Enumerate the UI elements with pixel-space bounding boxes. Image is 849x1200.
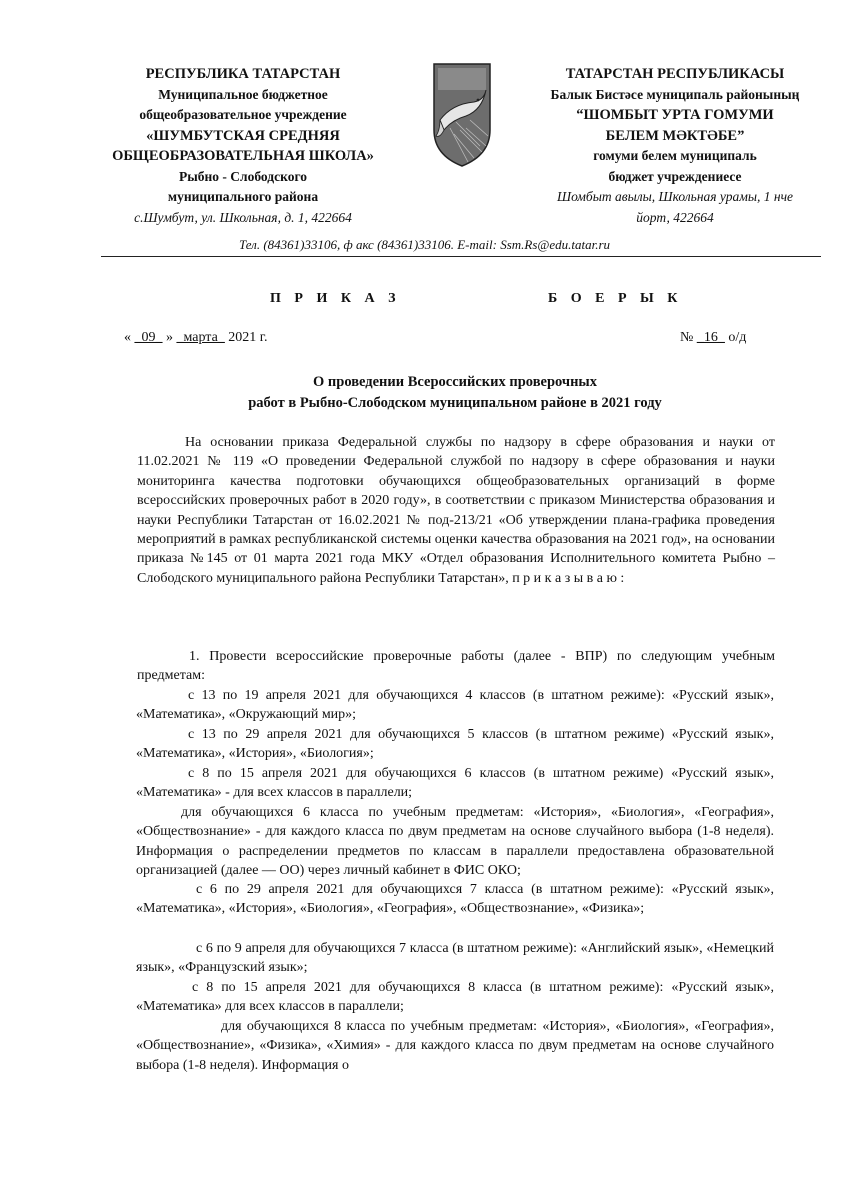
header-right-republic: ТАТАРСТАН РЕСПУБЛИКАСЫ bbox=[565, 66, 785, 82]
order-number bbox=[680, 330, 746, 346]
header-right-line2: Балык Бистәсе муниципаль районының bbox=[550, 86, 800, 102]
title-prikaz: П Р И К А З bbox=[270, 291, 401, 306]
item-1-paragraph: 1. Провести всероссийские проверочные работы (далее - ВПР) по следующим учебным предметам: bbox=[137, 649, 775, 684]
number-prefix: № bbox=[680, 330, 697, 345]
header-left-russian bbox=[78, 64, 408, 228]
header-right-line5: гомуми белем муниципаль bbox=[593, 148, 757, 163]
header-left-address: с.Шумбут, ул. Школьная, д. 1, 422664 bbox=[134, 209, 352, 225]
grade-4-paragraph: с 13 по 19 апреля 2021 для обучающихся 4 классов (в штатном режиме): «Русский язык», «Математика», «Окружающий мир»; bbox=[136, 688, 774, 723]
order-date bbox=[124, 330, 267, 346]
date-year: 2021 г. bbox=[224, 330, 268, 345]
fish-coat-of-arms-icon bbox=[430, 60, 494, 170]
grade-5-paragraph: с 13 по 29 апреля 2021 для обучающихся 5 классов (в штатном режиме) «Русский язык», «Математика», «История», «Биология»; bbox=[136, 727, 774, 762]
header-left-line7: муниципального района bbox=[167, 189, 319, 204]
header-right-line6: бюджет учреждениесе bbox=[608, 168, 742, 184]
header-right-tatar bbox=[520, 64, 830, 228]
header-left-line2: Муниципальное бюджетное bbox=[158, 86, 328, 102]
header-left-republic: РЕСПУБЛИКА ТАТАРСТАН bbox=[145, 66, 341, 82]
title-boeryk: Б О Е Р Ы К bbox=[548, 291, 683, 306]
contacts-phone-fax: Тел. (84361)33106, ф акс (84361)33106. E-mail: bbox=[238, 237, 501, 252]
header-left-school-name1: «ШУМБУТСКАЯ СРЕДНЯЯ bbox=[146, 127, 340, 144]
contacts-email[interactable]: Ssm.Rs@edu.tatar.ru bbox=[500, 237, 611, 252]
header-left-school-name2: ОБЩЕОБРАЗОВАТЕЛЬНАЯ ШКОЛА» bbox=[112, 148, 374, 164]
grade-8-paragraph: с 8 по 15 апреля 2021 для обучающихся 8 класса (в штатном режиме): «Русский язык», «Математика» для всех классов в параллели; bbox=[136, 980, 774, 1015]
header-left-line6: Рыбно - Слободского bbox=[178, 168, 308, 184]
number-value: _16_ bbox=[696, 330, 725, 345]
document-title-line2: работ в Рыбно-Слободском муниципальном районе в 2021 году bbox=[248, 395, 662, 411]
header-right-address1: Шомбыт авылы, Школьная урамы, 1 нче bbox=[556, 189, 794, 204]
document-title bbox=[175, 372, 735, 414]
date-open-quote: « bbox=[124, 330, 135, 345]
date-close-quote: » bbox=[162, 330, 177, 345]
header-right-school-name1: “ШОМБЫТ УРТА ГОМУМИ bbox=[576, 107, 774, 123]
date-day: _09_ bbox=[134, 330, 163, 345]
header-divider bbox=[101, 256, 821, 257]
header-left-line3: общеобразовательное учреждение bbox=[139, 107, 347, 122]
grade-7-paragraph: с 6 по 29 апреля 2021 для обучающихся 7 класса (в штатном режиме): «Русский язык», «Математика», «История», «Биология», «География», «Обществознание», «Физика»; bbox=[136, 882, 774, 917]
date-month: _марта_ bbox=[176, 330, 225, 345]
number-suffix: о/д bbox=[724, 330, 747, 345]
header-right-address2: йорт, 422664 bbox=[636, 209, 714, 225]
grade-7-languages-paragraph: с 6 по 9 апреля для обучающихся 7 класса (в штатном режиме): «Английский язык», «Немецкий язык», «Французский язык»; bbox=[136, 941, 774, 976]
grade-6-subjects-paragraph: для обучающихся 6 класса по учебным предметам: «История», «Биология», «География», «Обществознание» - для каждого класса по двум предметам на основе случайного выбора (1-8 неделя). Информация о распределении предметов по классам в параллели предоставлена образовательной организацией (далее — ОО) через личный кабинет в ФИС ОКО; bbox=[136, 805, 774, 879]
grade-6-paragraph: с 8 по 15 апреля 2021 для обучающихся 6 классов (в штатном режиме) «Русский язык», «Математика» - для всех классов в параллели; bbox=[136, 766, 774, 801]
header-right-school-name2: БЕЛЕМ МӘКТӘБЕ” bbox=[605, 127, 745, 144]
grade-8-subjects-paragraph: для обучающихся 8 класса по учебным предметам: «История», «Биология», «География», «Обществознание», «Физика», «Химия» - для каждого класса по двум предметам на основе случайного выбора (1-8 неделя). Информация о bbox=[136, 1019, 774, 1073]
intro-paragraph: На основании приказа Федеральной службы по надзору в сфере образования и науки от 11.02.2021 № 119 «О проведении Федеральной службой по надзору в сфере образования и науки мониторинга качества подготовки обучающихся общеобразовательных организаций в форме всероссийских проверочных работ в 2020 году», в соответствии с приказом Министерства образования и науки Республики Татарстан от 16.02.2021 № под-213/21 «Об утверждении плана-графика проведения мероприятий в рамках республиканской системы оценки качества образования на 2021 год», на основании приказа №145 от 01 марта 2021 года МКУ «Отдел образования Исполнительного комитета Рыбно – Слободского муниципального района Республики Татарстан», п р и к а з ы в а ю : bbox=[137, 435, 775, 586]
contacts-line bbox=[0, 237, 849, 253]
document-title-line1: О проведении Всероссийских проверочных bbox=[313, 374, 597, 390]
